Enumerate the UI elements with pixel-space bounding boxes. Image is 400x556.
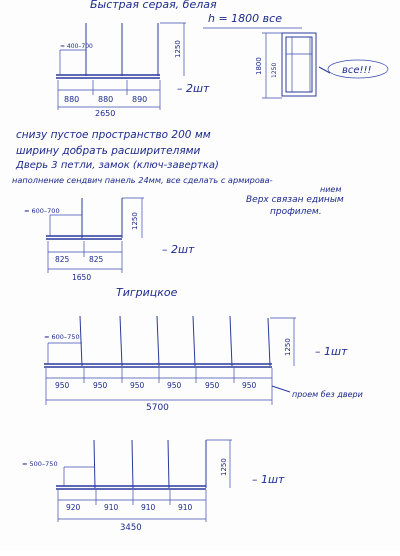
note-line: наполнение сендвич панель 24мм, все сделать с армирова- (12, 175, 273, 185)
segment-label: 890 (132, 95, 148, 104)
total-label: 3450 (120, 523, 142, 533)
height-label: 1250 (220, 458, 228, 476)
post (94, 440, 95, 488)
height-label: 1250 (131, 212, 139, 230)
post (230, 316, 232, 366)
note-line: профилем. (270, 207, 322, 217)
segment-label: 825 (55, 255, 70, 264)
total-label: 5700 (146, 403, 169, 413)
height-note: h = 1800 все (208, 12, 282, 25)
segment-label: 950 (55, 381, 70, 390)
emphasis-note: все!!! (342, 65, 372, 76)
height-label: 1250 (284, 338, 292, 356)
segment-label: 950 (130, 381, 145, 390)
notes-block (12, 129, 344, 217)
segment-label: 910 (141, 503, 156, 512)
section-title: Тигрицкое (116, 286, 178, 299)
quantity-label: – 1шт (315, 345, 348, 358)
post (168, 440, 169, 488)
total-label: 1650 (72, 273, 92, 282)
pointer-arrow (272, 386, 290, 392)
segment-label: 950 (205, 381, 220, 390)
door-frame-drawing (203, 12, 388, 98)
range-label: ≈ 600–750 (44, 333, 80, 341)
door-dim-bottom: 1800 (255, 57, 263, 75)
post (132, 440, 133, 488)
range-label: ≈ 600–700 (24, 207, 60, 215)
post (80, 316, 82, 366)
post (193, 316, 195, 366)
door-dim-top: 1250 (271, 62, 278, 78)
segment-label: 910 (104, 503, 119, 512)
door-inner-frame (286, 37, 312, 92)
quantity-label: – 2шт (162, 243, 195, 256)
segment-label: 880 (64, 95, 80, 104)
range-label: ≈ 400–700 (60, 43, 93, 50)
segment-label: 825 (89, 255, 104, 264)
post (120, 316, 122, 366)
page-title: Быстрая серая, белая (90, 0, 217, 11)
note-line: ширину добрать расширителями (16, 145, 201, 157)
post (157, 316, 159, 366)
door-outer-frame (282, 33, 316, 96)
segment-label: 950 (167, 381, 182, 390)
note-line: снизу пустое пространство 200 мм (16, 129, 211, 141)
fence-section-4 (22, 440, 285, 533)
post (268, 318, 270, 366)
segment-label: 910 (178, 503, 193, 512)
quantity-label: – 2шт (177, 82, 210, 95)
total-label: 2650 (95, 109, 116, 118)
height-label: 1250 (174, 40, 182, 58)
quantity-label: – 1шт (252, 473, 285, 486)
segment-label: 950 (93, 381, 108, 390)
note-line: Дверь 3 петли, замок (ключ-завертка) (16, 160, 219, 171)
segment-label: 880 (98, 95, 114, 104)
segment-label: 950 (242, 381, 257, 390)
segment-label: 920 (66, 503, 81, 512)
fence-section-1 (56, 23, 210, 118)
note-line: нием (320, 185, 342, 194)
note-line: Верх связан единым (246, 195, 344, 205)
opening-note: проем без двери (292, 390, 363, 399)
fence-section-3 (44, 316, 363, 413)
fence-section-2 (24, 198, 195, 282)
range-label: ≈ 500–750 (22, 460, 58, 468)
